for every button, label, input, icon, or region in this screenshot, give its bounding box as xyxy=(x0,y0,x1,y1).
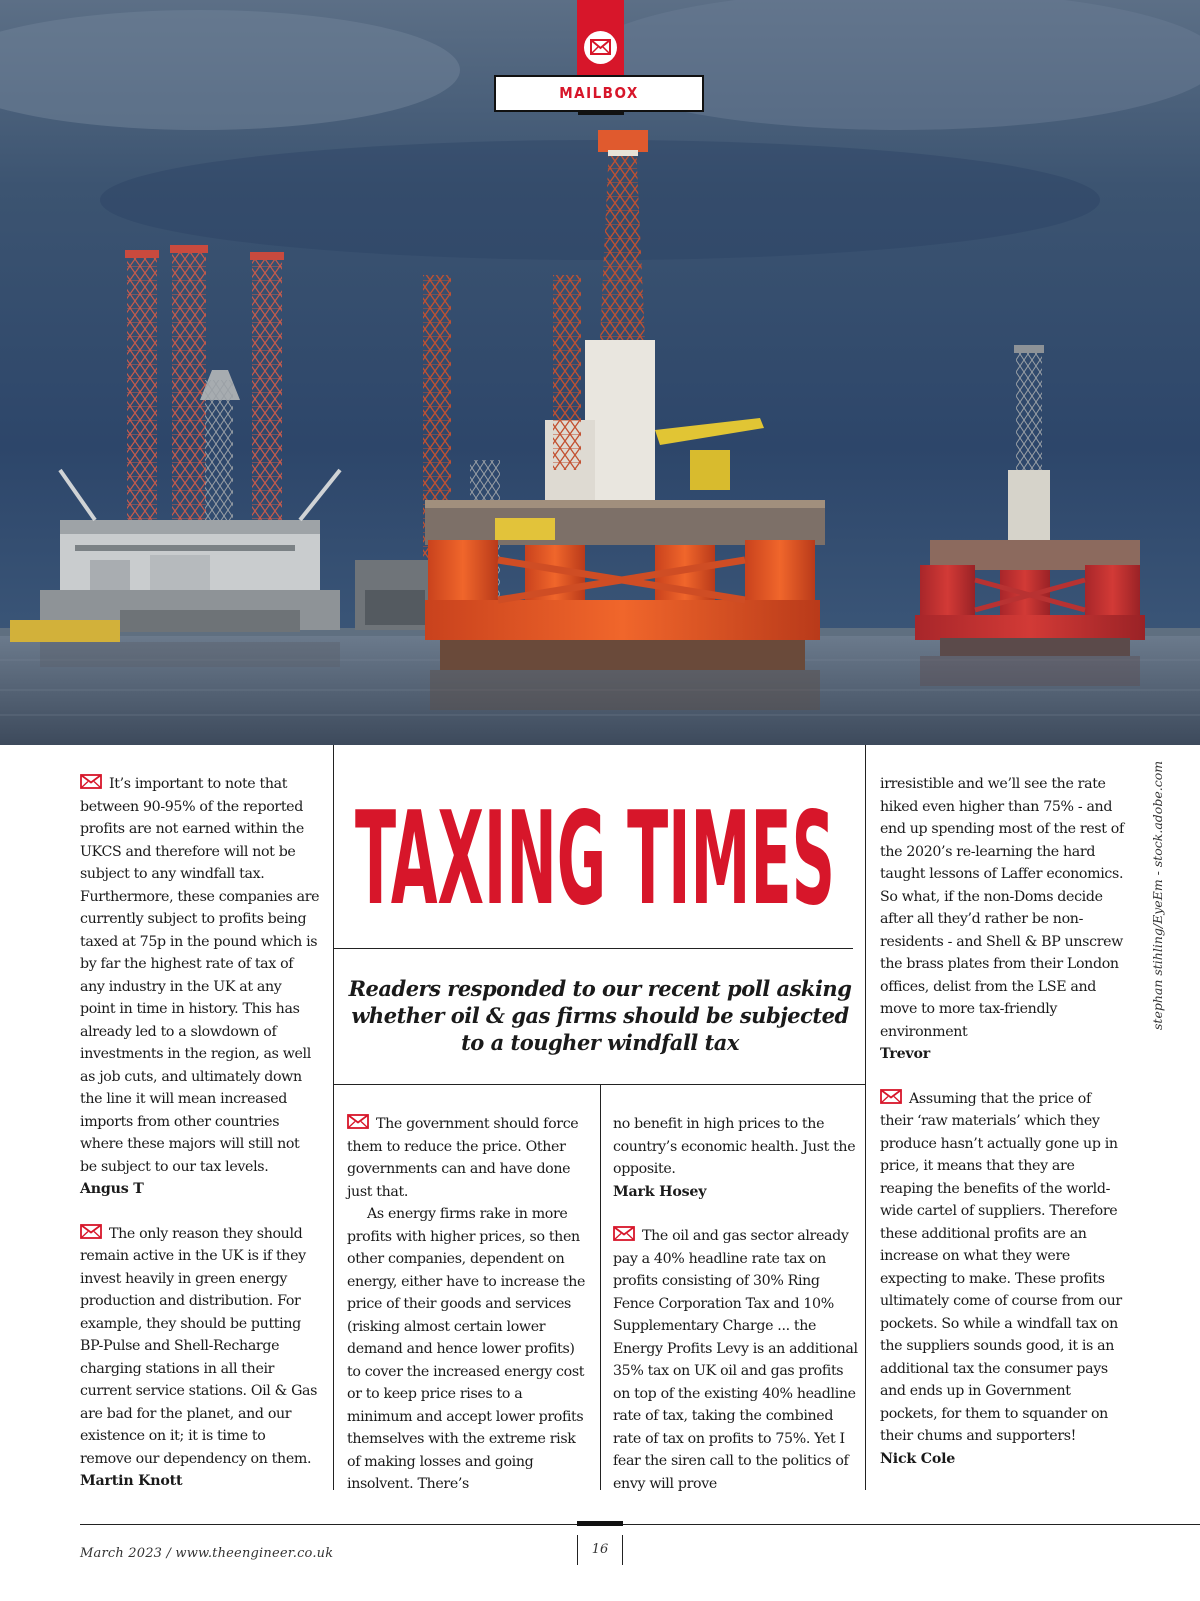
column-4 xyxy=(880,773,1125,1470)
standfirst-rule xyxy=(333,1084,866,1085)
column-3 xyxy=(613,1113,858,1495)
envelope-icon xyxy=(590,39,611,55)
envelope-icon xyxy=(80,774,102,789)
envelope-icon xyxy=(880,1089,902,1104)
photo-credit-text: stephan stihling/EyeEm - stock.adobe.com xyxy=(1150,760,1165,1030)
headline-title: TAXING TIMES xyxy=(355,785,835,925)
envelope-icon xyxy=(347,1114,369,1129)
column-divider-3 xyxy=(865,745,866,1490)
footer-tab xyxy=(577,1521,623,1526)
envelope-icon-badge xyxy=(584,31,617,64)
page-number: 16 xyxy=(577,1535,623,1565)
letter-author: Nick Cole xyxy=(880,1450,956,1467)
column-2 xyxy=(347,1113,587,1496)
photo-credit xyxy=(1146,760,1166,1030)
envelope-icon xyxy=(80,1224,102,1239)
letter-body: The oil and gas sector already pay a 40% headline rate tax on profits consisting of 30% Ring Fence Corporation Tax and 10% Supplementary Charge ... the Energy Profits Levy is an additional 35% tax on UK oil and gas profits on top of the existing 40% headline rate of tax, taking the combined rate of tax on profits to 75%. Yet I fear the siren call to the politics of envy will prove xyxy=(613,1228,858,1492)
headline xyxy=(335,785,855,925)
footer-issue: March 2023 / www.theengineer.co.uk xyxy=(80,1546,334,1561)
letter-body: Assuming that the price of their ‘raw materials’ which they produce hasn’t actually gone up in price, it means that they are reaping the benefits of the world-wide cartel of suppliers. Therefore these additional profits are an increase on what they were expecting to make. These profits ultimately come of course from our pockets. So while a windfall tax on the suppliers sounds good, it is an additional tax the consumer pays and ends up in Government pockets, for them to squander on their chums and supporters! xyxy=(880,1090,1122,1444)
letter-author: Trevor xyxy=(880,1046,931,1062)
letter-body: It’s important to note that between 90-95% of the reported profits are not earned within the UKCS and therefore will not be subject to any windfall tax. Furthermore, these companies are currently subject to profits being taxed at 75p in the pound which is by far the highest rate of tax of any industry in the UK at any point in time in history. This has already led to a slowdown of investments in the region, as well as job cuts, and ultimately down the line it will mean increased imports from other countries where these majors will still not be subject to our tax levels. xyxy=(80,776,320,1175)
column-1 xyxy=(80,773,320,1493)
letter-author: Angus T xyxy=(80,1181,144,1197)
standfirst: Readers responded to our recent poll asking whether oil & gas firms should be subjected to a tougher windfall tax xyxy=(348,976,852,1055)
column-divider-1 xyxy=(333,745,334,1490)
mailbox-tab xyxy=(577,0,624,75)
letter-body: As energy firms rake in more profits with higher prices, so then other companies, dependent on energy, either have to increase the price of their goods and services (risking almost certain lower demand and hence lower profits) to cover the increased energy cost or to keep price rises to a minimum and accept lower profits themselves with the extreme risk of making losses and going insolvent. There’s xyxy=(347,1206,586,1492)
letter-author: Martin Knott xyxy=(80,1473,183,1489)
letter-body: The only reason they should remain active in the UK is if they invest heavily in green energy production and distribution. For example, they should be putting BP-Pulse and Shell-Recharge charging stations in all their current service stations. Oil & Gas are bad for the planet, and our existence on it; it is time to remove our dependency on them. xyxy=(80,1225,318,1467)
headline-rule xyxy=(333,948,853,949)
section-label-underline xyxy=(578,111,624,115)
section-label: MAILBOX xyxy=(494,75,704,112)
envelope-icon xyxy=(613,1226,635,1241)
column-divider-2 xyxy=(600,1085,601,1490)
footer-rule xyxy=(80,1524,1200,1525)
letter-body: no benefit in high prices to the country’s economic health. Just the opposite. xyxy=(613,1116,856,1177)
letter-author: Mark Hosey xyxy=(613,1183,707,1200)
letter-body: irresistible and we’ll see the rate hiked even higher than 75% - and end up spending most of the rest of the 2020’s re-learning the hard taught lessons of Laffer economics. So what, if the non-Doms decide after all they’d rather be non-residents - and Shell & BP unscrew the brass plates from their London offices, delist from the LSE and move to more tax-friendly environment xyxy=(880,776,1124,1040)
letter-body: The government should force them to reduce the price. Other governments can and have done just that. xyxy=(347,1116,579,1200)
